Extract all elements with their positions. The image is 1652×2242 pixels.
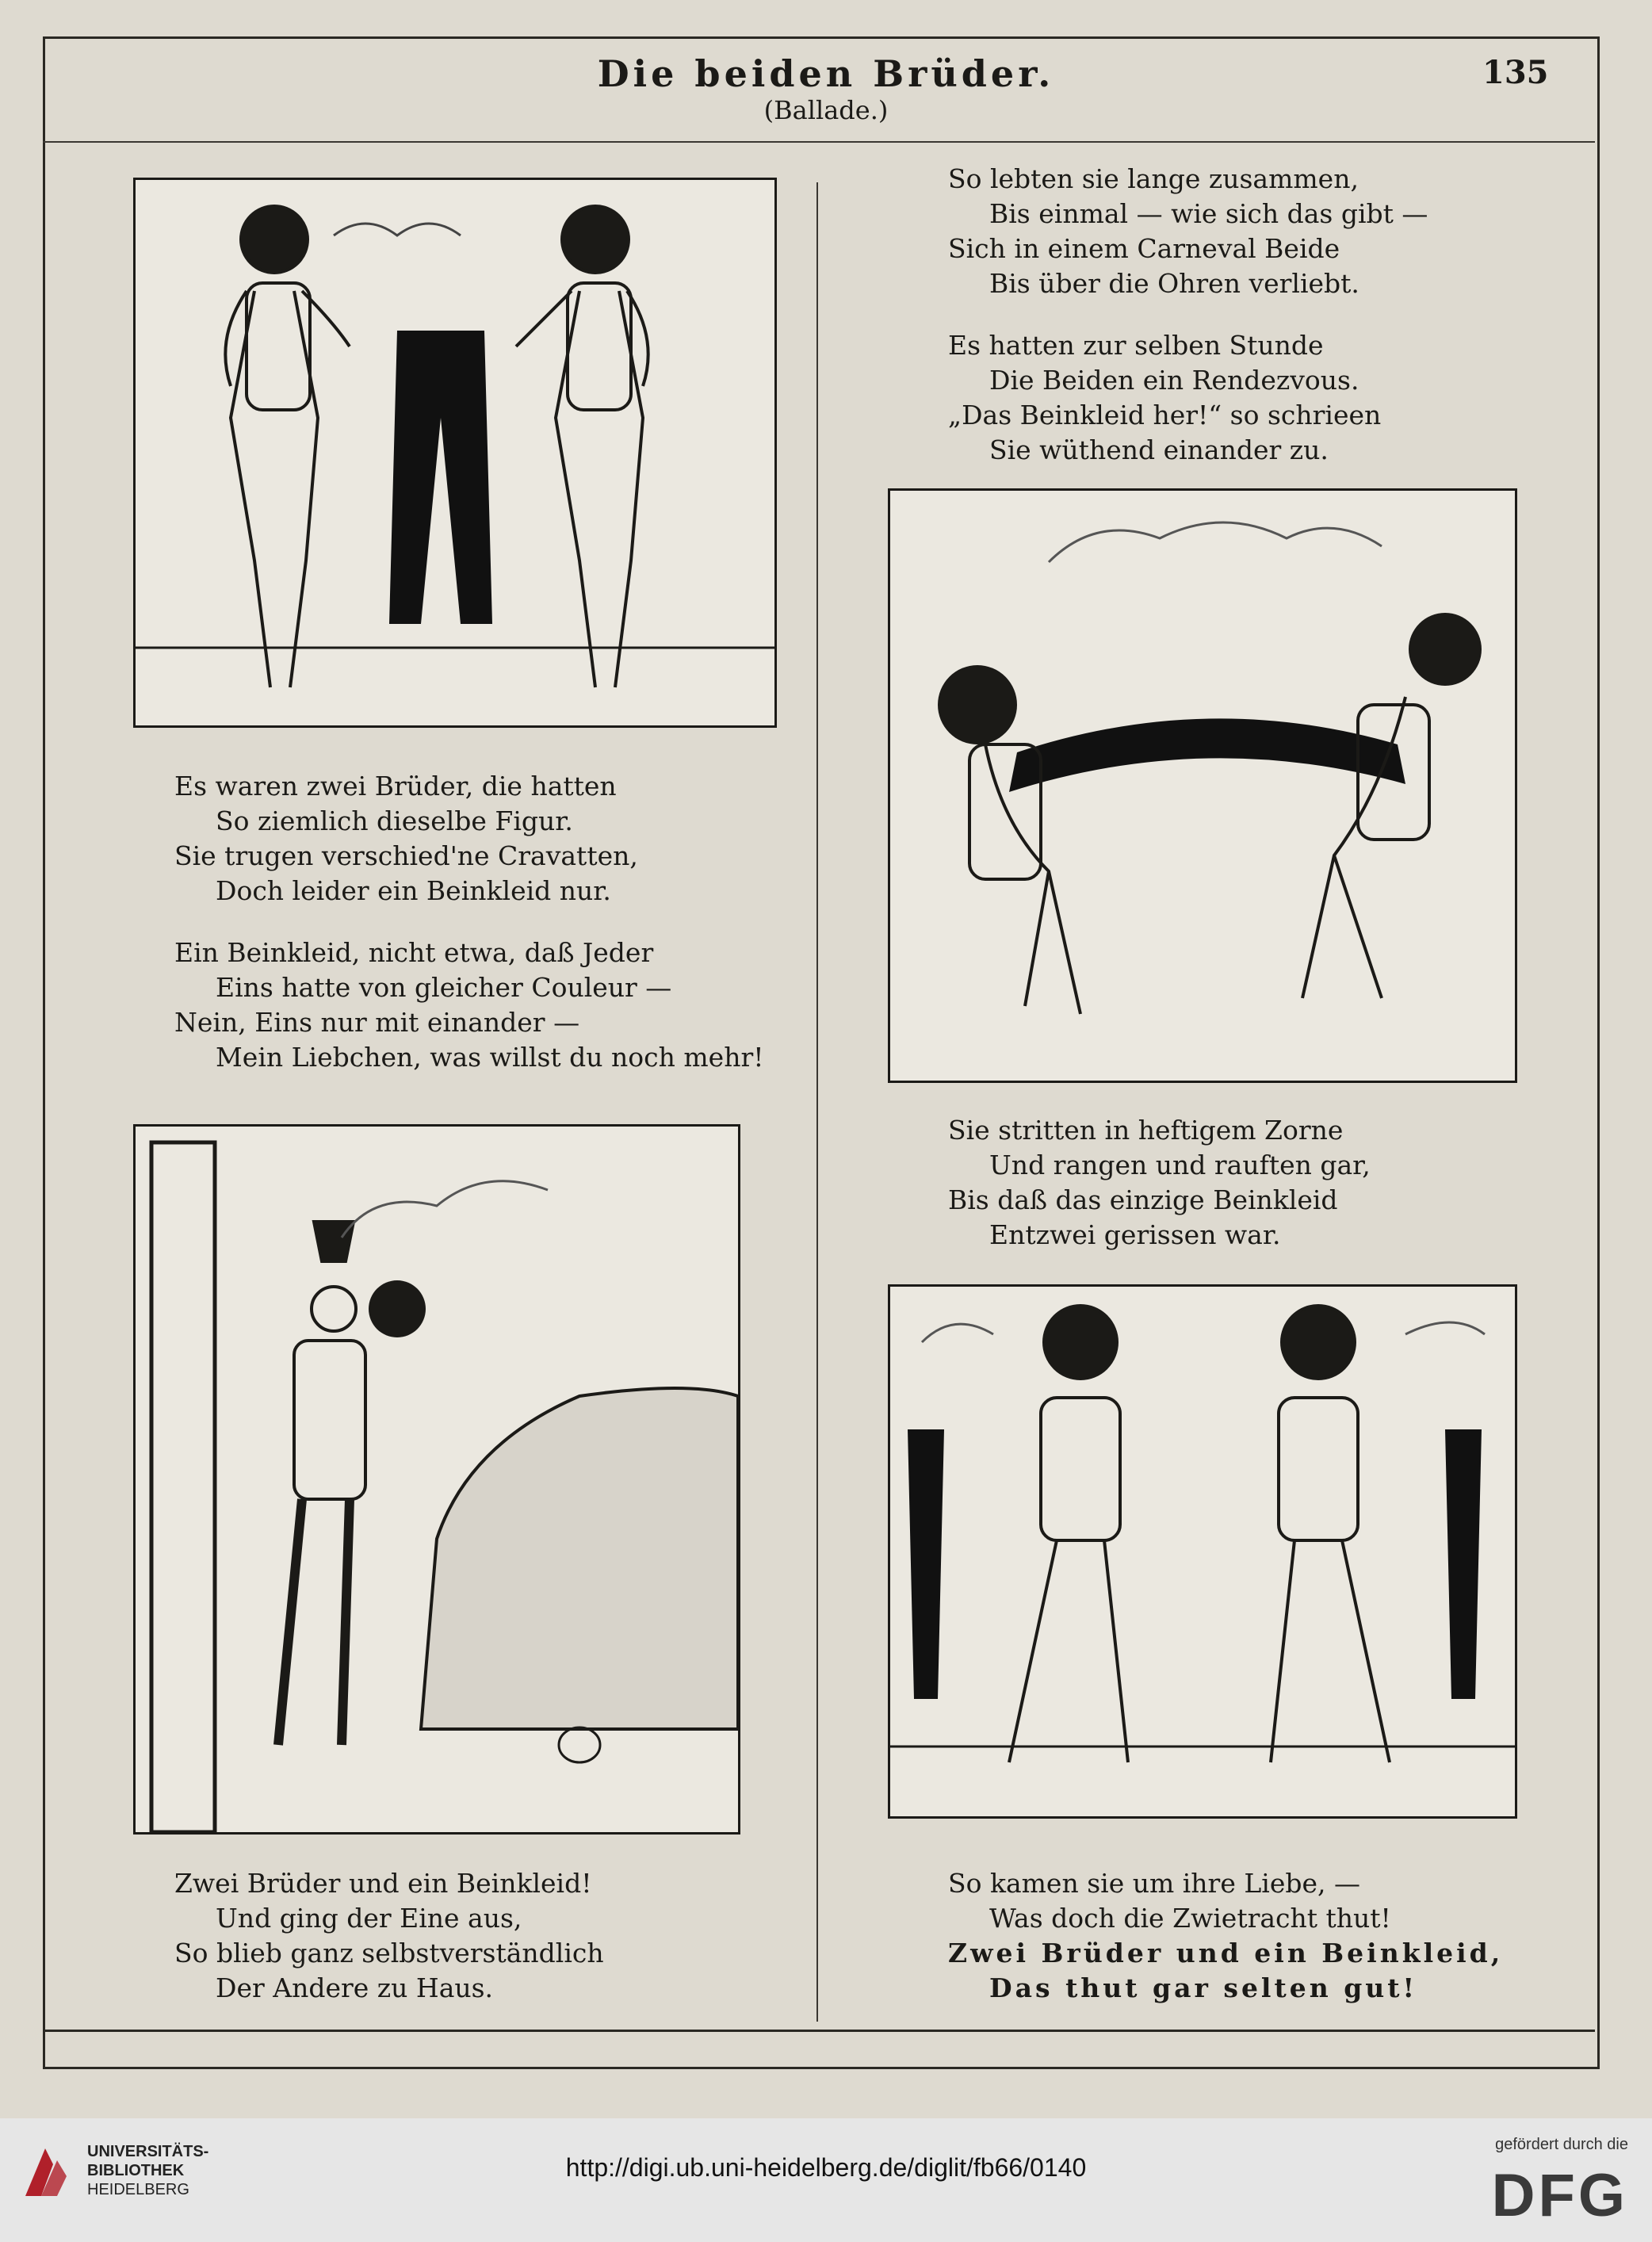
verse-line: Sich in einem Carneval Beide <box>948 233 1340 264</box>
verse-line: Zwei Brüder und ein Beinkleid, <box>948 1938 1504 1968</box>
verse-line: Zwei Brüder und ein Beinkleid! <box>174 1868 592 1899</box>
verse-line: Es hatten zur selben Stunde <box>948 330 1324 361</box>
verse-line: Sie trugen verschied'ne Cravatten, <box>174 840 638 871</box>
verse-line: So ziemlich dieselbe Figur. <box>216 805 573 836</box>
stanza-5 <box>948 328 1381 468</box>
stanza-2 <box>174 935 764 1075</box>
verse-line: Nein, Eins nur mit einander — <box>174 1007 580 1038</box>
illustration-brothers-fighting <box>888 488 1517 1083</box>
verse-line: „Das Beinkleid her!“ so schrieen <box>948 400 1382 430</box>
stretched-trousers-shape <box>1009 718 1405 792</box>
verse-line: Es waren zwei Brüder, die hatten <box>174 771 617 802</box>
verse-line: So lebten sie lange zusammen, <box>948 163 1359 194</box>
right-trouser-half <box>1445 1429 1482 1699</box>
illustration-torn-trousers <box>888 1284 1517 1819</box>
verse-line: Das thut gar selten gut! <box>989 1972 1417 2003</box>
verse-line: Bis einmal — wie sich das gibt — <box>989 198 1428 229</box>
stanza-7-final-lines <box>948 1936 1503 2006</box>
page-number: 135 <box>1482 54 1549 91</box>
verse-line: Und rangen und rauften gar, <box>989 1150 1371 1180</box>
right-brother-figure <box>516 206 648 687</box>
standing-brothers-figures <box>1009 1306 1390 1762</box>
funding-note: gefördert durch die <box>1495 2136 1628 2153</box>
left-brother-figure <box>225 206 350 687</box>
page-subtitle: (Ballade.) <box>763 95 889 125</box>
source-url-link[interactable]: http://digi.ub.uni-heidelberg.de/diglit/fb66/0140 <box>565 2153 1087 2182</box>
verse-line: Mein Liebchen, was willst du noch mehr! <box>216 1042 764 1073</box>
verse-line: So kamen sie um ihre Liebe, — <box>948 1868 1360 1899</box>
verse-line: Bis daß das einzige Beinkleid <box>948 1184 1338 1215</box>
column-divider <box>816 182 818 2022</box>
illustration-one-goes-out <box>133 1124 740 1835</box>
dfg-logo: DFG <box>1491 2162 1628 2229</box>
illustration-brothers-holding-trousers <box>133 178 777 728</box>
verse-line: Ein Beinkleid, nicht etwa, daß Jeder <box>174 937 654 968</box>
verse-line: Sie stritten in heftigem Zorne <box>948 1115 1344 1146</box>
stanza-4 <box>948 162 1428 301</box>
standing-brother-figure <box>278 1222 365 1745</box>
stanza-1 <box>174 769 638 909</box>
library-name: UNIVERSITÄTS- BIBLIOTHEK HEIDELBERG <box>87 2143 209 2198</box>
verse-line: Sie wüthend einander zu. <box>989 434 1329 465</box>
verse-line: Eins hatte von gleicher Couleur — <box>216 972 672 1003</box>
verse-line: Entzwei gerissen war. <box>989 1219 1281 1250</box>
page-title: Die beiden Brüder. <box>597 52 1055 95</box>
verse-line: Und ging der Eine aus, <box>216 1903 522 1934</box>
stanza-7 <box>948 1866 1391 1936</box>
trousers-shape <box>389 331 492 624</box>
verse-line: So blieb ganz selbstverständlich <box>174 1938 604 1968</box>
verse-line: Bis über die Ohren verliebt. <box>989 268 1359 299</box>
stanza-6 <box>948 1113 1371 1253</box>
header-rule <box>43 141 1595 143</box>
verse-line: Die Beiden ein Rendezvous. <box>989 365 1359 396</box>
footer-rule <box>43 2030 1595 2032</box>
verse-line: Der Andere zu Haus. <box>216 1972 494 2003</box>
verse-line: Was doch die Zwietracht thut! <box>989 1903 1391 1934</box>
stanza-3 <box>174 1866 604 2006</box>
left-trouser-half <box>908 1429 944 1699</box>
verse-line: Doch leider ein Beinkleid nur. <box>216 875 611 906</box>
